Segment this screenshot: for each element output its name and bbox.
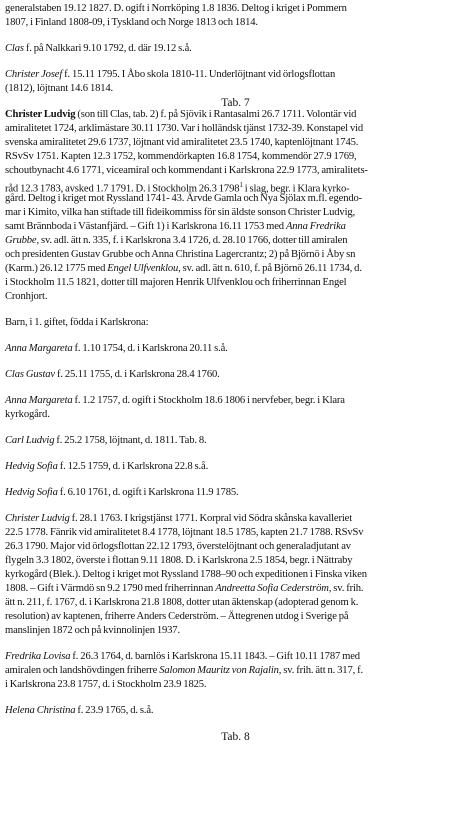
text-line xyxy=(5,460,467,474)
italic-name: Helena Christina xyxy=(5,705,76,716)
text-run: flygeln 3.3 1802, överste i flottan 9.11 1808. D. i Karlskrona 2.5 1854, begr. i Nättraby xyxy=(5,555,353,566)
text-run: 1808. – Gift i Värmdö sn 9.2 1790 med friherrinnan xyxy=(5,583,216,594)
text-line xyxy=(5,486,467,500)
text-run: f. 23.9 1765, d. s.å. xyxy=(75,705,154,716)
text-run: f. 6.10 1761, d. ogift i Karlskrona 11.9 1785. xyxy=(57,487,239,498)
italic-name: Fredrika Lovisa xyxy=(5,651,71,662)
table-heading: Tab. 8 xyxy=(221,731,250,743)
text-line xyxy=(5,108,467,122)
text-line xyxy=(5,150,467,164)
text-run: f. 1.10 1754, d. i Karlskrona 20.11 s.å. xyxy=(72,343,228,354)
bold-name: Christer Ludvig xyxy=(5,109,76,120)
text-line xyxy=(5,206,467,220)
text-run: f. 15.11 1795. I Åbo skola 1810-11. Underlöjtnant vid örlogsflottan xyxy=(62,69,336,80)
text-line xyxy=(5,2,467,16)
text-line xyxy=(5,512,467,526)
text-run: kyrkogård (Blek.). Deltog i kriget mot Ryssland 1788–90 och expeditionen i Finska viken xyxy=(5,569,367,580)
text-run: samt Brännboda i Västanfjärd. – Gift 1) i Karlskrona 16.11 1753 med xyxy=(5,221,286,232)
italic-name: Engel Ulfvenklou xyxy=(107,263,179,274)
text-line xyxy=(5,610,467,624)
text-run: i Karlskrona 23.8 1757, d. i Stockholm 23.9 1825. xyxy=(5,679,207,690)
text-line xyxy=(5,42,467,56)
text-run: i slag, begr. i Klara kyrko- xyxy=(242,183,350,195)
text-run: generalstaben 19.12 1827. D. ogift i Norrköping 1.8 1836. Deltog i kriget i Pommern xyxy=(5,3,347,14)
italic-name: Andreetta Sofia Cederström xyxy=(215,583,329,594)
text-line xyxy=(5,262,467,276)
text-run: RSvSv 1751. Kapten 12.3 1752, kommendörkapten 16.8 1754, kommendör 27.9 1769, xyxy=(5,151,357,162)
text-run: 26.3 1790. Major vid örlogsflottan 22.12 1793, överstelöjtnant och generaladjutant av xyxy=(5,541,351,552)
text-run: (Karm.) 26.12 1775 med xyxy=(5,263,108,274)
text-line xyxy=(5,82,467,96)
table-heading: Tab. 7 xyxy=(221,97,250,109)
text-line xyxy=(5,554,467,568)
text-run: f. 26.3 1764, d. barnlös i Karlskrona 15.11 1843. – Gift 10.11 1787 med xyxy=(70,651,360,662)
text-run: ätt n. 211, f. 1767, d. i Karlskrona 21.8 1808, dotter utan äktenskap (adopterad genom k. xyxy=(5,597,359,608)
text-run: svenska amiralitetet 29.6 1737, löjtnant vid amiralitetet 23.5 1740, kaptenlöjtnant 1745. xyxy=(5,137,359,148)
text-run: f. 12.5 1759, d. i Karlskrona 22.8 s.å. xyxy=(57,461,209,472)
text-run: amiralitetet 1724, arklimästare 30.11 1730. Var i holländsk tjänst 1732-39. Konstapel vid xyxy=(5,123,364,134)
text-line xyxy=(5,192,467,206)
text-line xyxy=(5,650,467,664)
text-line xyxy=(5,290,467,304)
text-line xyxy=(5,568,467,582)
text-line xyxy=(5,342,467,356)
text-line xyxy=(5,704,467,718)
text-run: f. 1.2 1757, d. ogift i Stockholm 18.6 1806 i nervfeber, begr. i Klara xyxy=(72,395,345,406)
text-line xyxy=(5,368,467,382)
text-line xyxy=(5,664,467,678)
text-line xyxy=(5,540,467,554)
text-run: 22.5 1778. Fänrik vid amiralitetet 8.4 1778, löjtnant 18.5 1785, kapten 21.7 1788. RSvSv xyxy=(5,527,364,538)
text-line xyxy=(5,68,467,82)
text-run: , sv. frih. xyxy=(328,583,364,594)
text-run: amiralen och landshövdingen friherre xyxy=(5,665,160,676)
text-line xyxy=(5,596,467,610)
text-run: resolution) av kaptenen, friherre Anders Cederström. – Ättegrenen utdog i Sverige på xyxy=(5,611,349,622)
text-run: f. 28.1 1763. I krigstjänst 1771. Korpral vid Södra skånska kavalleriet xyxy=(69,513,352,524)
italic-name: Hedvig Sofia xyxy=(5,487,58,498)
text-line xyxy=(5,316,467,330)
text-run: (son till Clas, tab. 2) f. på Sjövik i Rantasalmi 26.7 1711. Volontär vid xyxy=(75,109,357,120)
italic-name: Salomon Mauritz von Rajalin xyxy=(159,665,279,676)
italic-name: Christer Josef xyxy=(5,69,63,80)
text-line xyxy=(5,582,467,596)
text-run: manslinjen 1872 och på kvinnolinjen 1937. xyxy=(5,625,180,636)
italic-name: Christer Ludvig xyxy=(5,513,70,524)
text-run: f. 25.11 1755, d. i Karlskrona 28.4 1760. xyxy=(54,369,220,380)
text-run: schoutbynacht 4.6 1771, viceamiral och kommendant i Karlskrona 22.9 1773, amiralitets- xyxy=(5,165,368,176)
italic-name: Anna Margareta xyxy=(5,343,73,354)
text-run: Barn, i 1. giftet, födda i Karlskrona: xyxy=(5,317,149,328)
text-line xyxy=(5,136,467,150)
text-run: Cronhjort. xyxy=(5,291,48,302)
italic-name: Anna Fredrika xyxy=(285,221,346,232)
italic-name: Hedvig Sofia xyxy=(5,461,58,472)
text-line xyxy=(5,248,467,262)
text-line xyxy=(5,164,467,178)
text-run: f. 25.2 1758, löjtnant, d. 1811. Tab. 8. xyxy=(54,435,207,446)
footnote-marker: 1 xyxy=(239,181,243,189)
text-run: , sv. adl. ätt n. 335, f. i Karlskrona 3.4 1726, d. 28.10 1766, dotter till amiralen xyxy=(36,235,348,246)
text-line xyxy=(5,434,467,448)
text-run: f. på Nalkkari 9.10 1792, d. där 19.12 s.å. xyxy=(23,43,192,54)
text-run: råd 12.3 1783, avsked 1.7 1791. D. i Stockholm 26.3 1798 xyxy=(5,183,240,195)
text-run: (1812), löjtnant 14.6 1814. xyxy=(5,83,114,94)
text-run: 1807, i Finland 1808-09, i Tyskland och Norge 1813 och 1814. xyxy=(5,17,258,28)
text-line xyxy=(5,526,467,540)
text-run: , sv. adl. ätt n. 610, f. på Björnö 26.11 1734, d. xyxy=(178,263,362,274)
text-run: och presidenten Gustav Grubbe och Anna Christina Lagercrantz; 2) på Björnö i Åby sn xyxy=(5,249,356,260)
text-line xyxy=(5,678,467,692)
text-line xyxy=(5,394,467,408)
italic-name: Clas Gustav xyxy=(5,369,55,380)
italic-name: Carl Ludvig xyxy=(5,435,55,446)
text-line xyxy=(5,408,467,422)
text-run: i Stockholm 11.5 1821, dotter till majoren Henrik Ulfvenklou och friherrinnan Engel xyxy=(5,277,347,288)
italic-name: Anna Margareta xyxy=(5,395,73,406)
text-line xyxy=(5,122,467,136)
text-line xyxy=(5,276,467,290)
text-run: kyrkogård. xyxy=(5,409,50,420)
italic-name: Grubbe xyxy=(5,235,37,246)
text-line xyxy=(5,220,467,234)
text-line xyxy=(5,16,467,30)
text-line xyxy=(5,234,467,248)
text-run: gård. Deltog i kriget mot Ryssland 1741- 43. Ärvde Gamla och Nya Sjölax m.fl. egendo- xyxy=(5,193,363,204)
text-line xyxy=(5,624,467,638)
italic-name: Clas xyxy=(5,43,24,54)
text-run: , sv. frih. ätt n. 317, f. xyxy=(278,665,363,676)
text-run: mar i Kimito, vilka han stiftade till fideikommiss för sin äldste sonson Christer Ludvig, xyxy=(5,207,356,218)
